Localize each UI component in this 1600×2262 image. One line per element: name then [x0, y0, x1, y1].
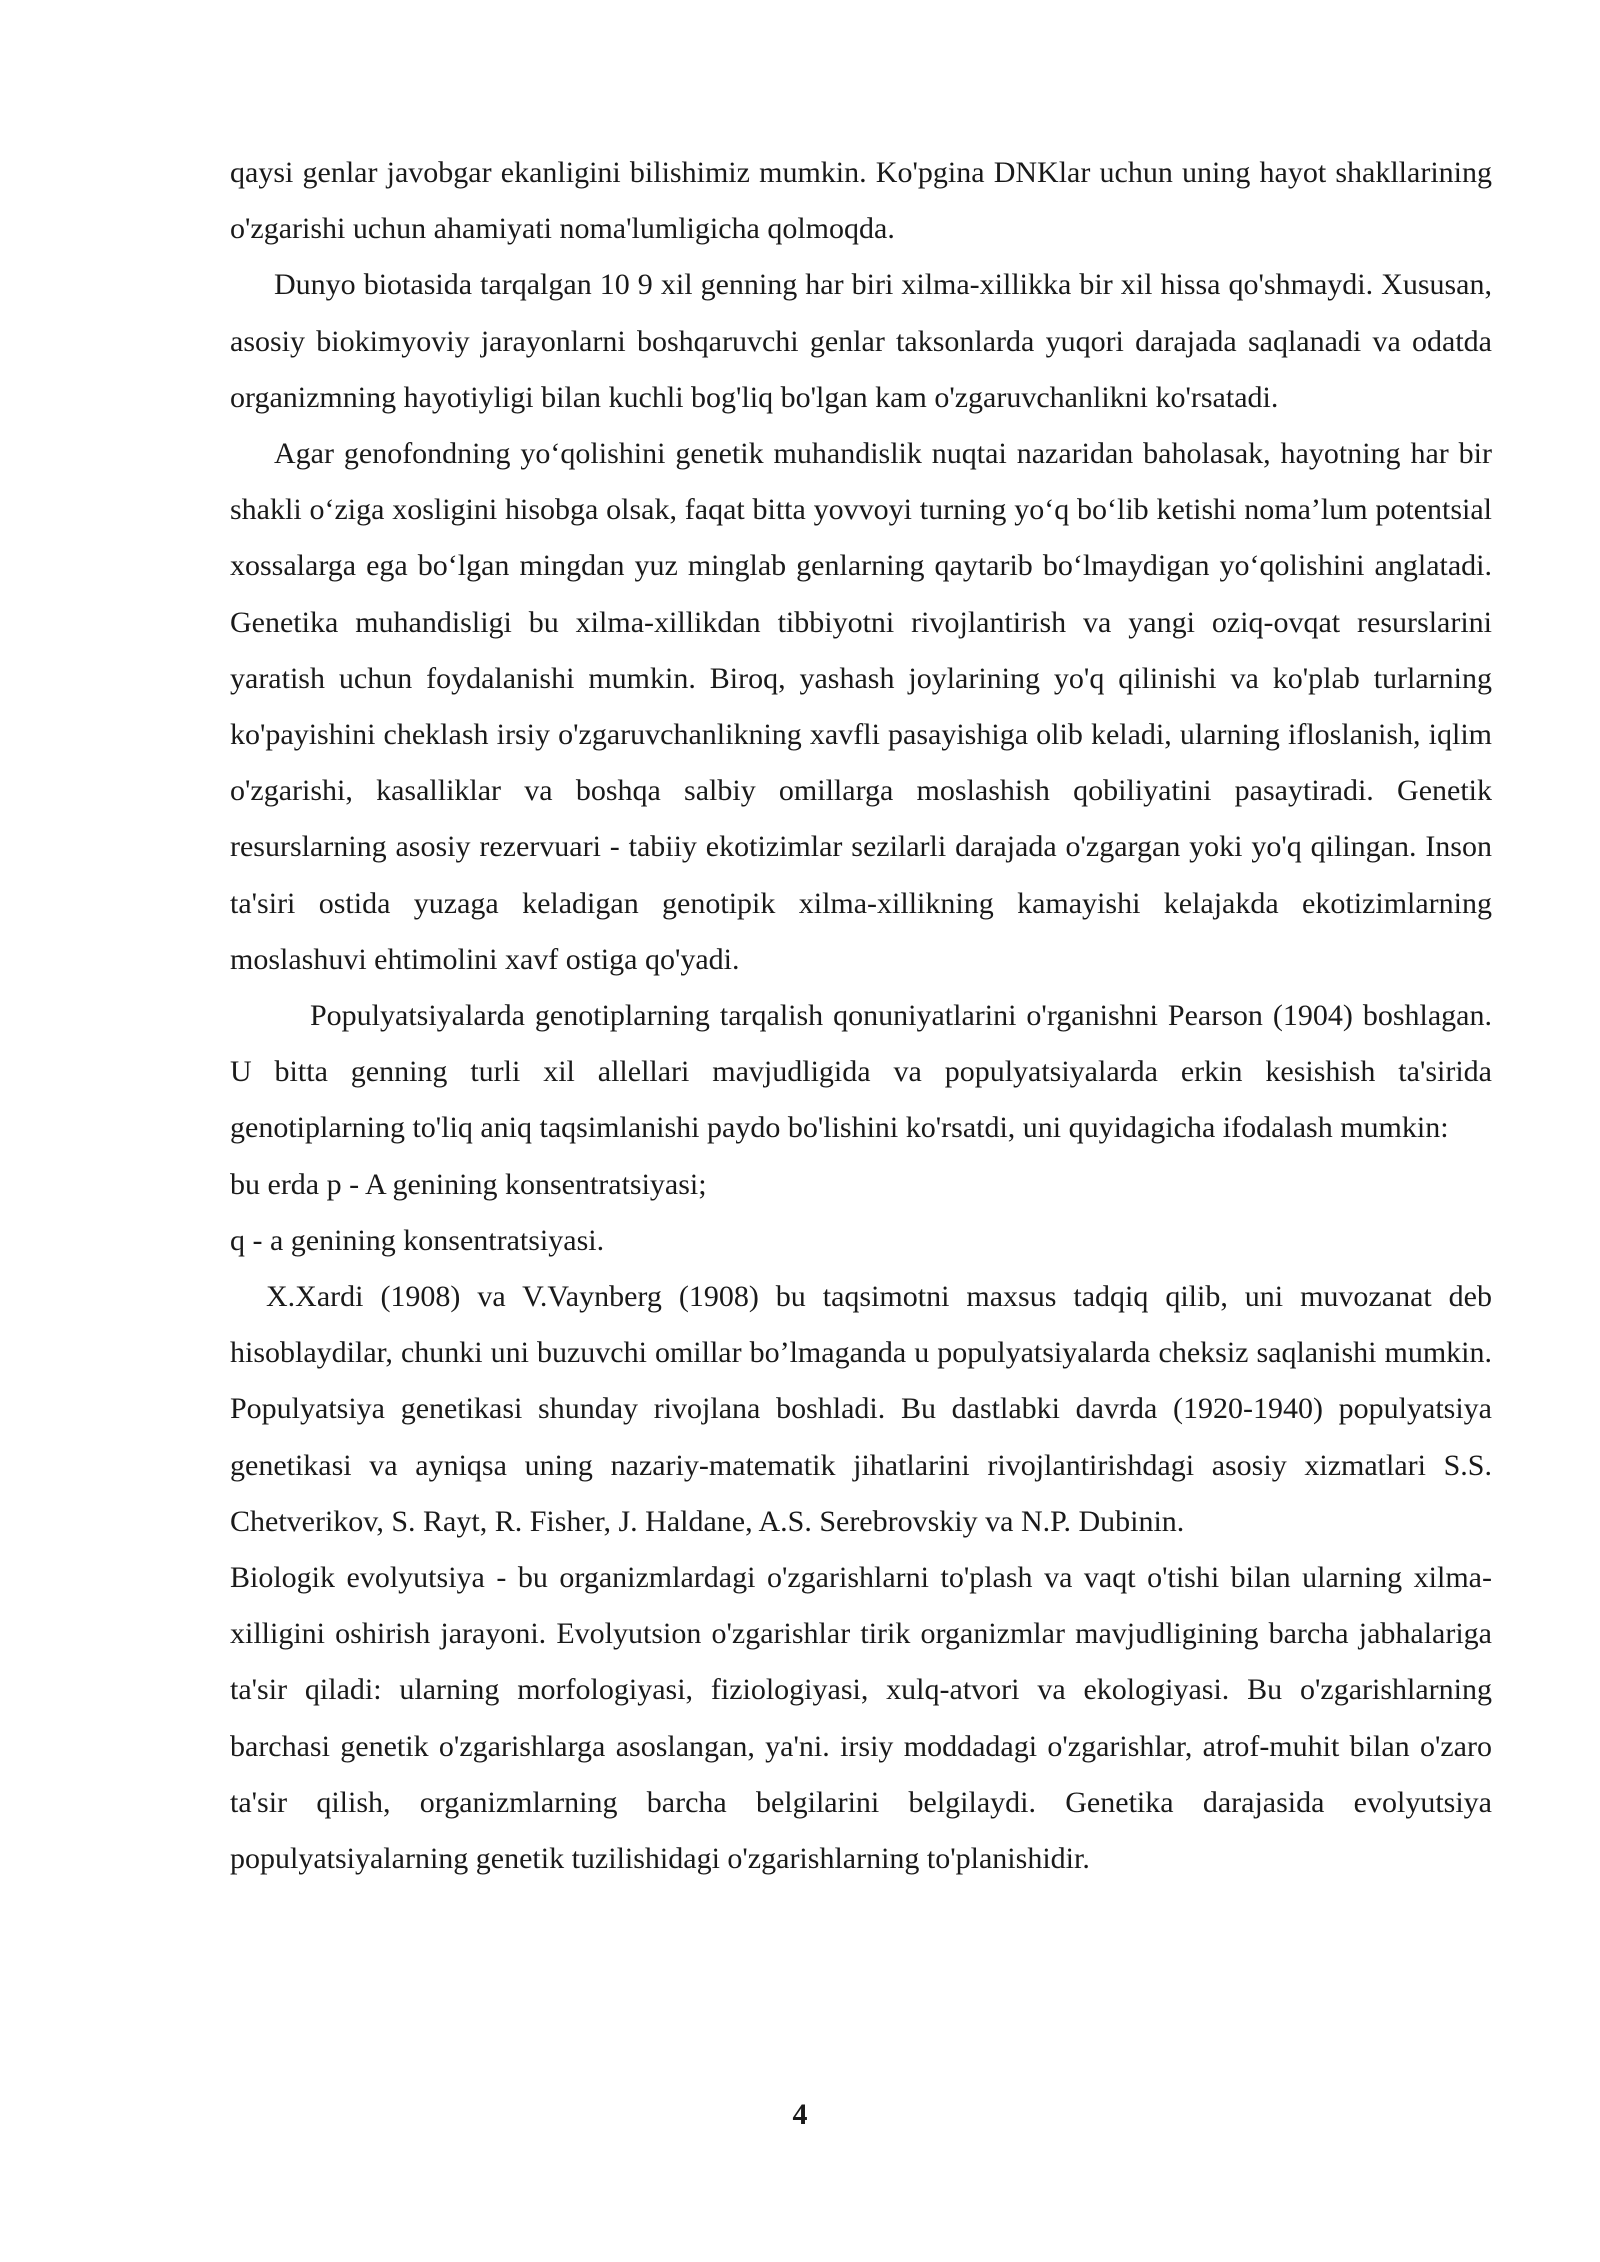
paragraph-biological-evolution: Biologik evolyutsiya - bu organizmlardagi o'zgarishlarni to'plash va vaqt o'tishi bilan ularning xilma-xilligini oshirish jarayoni. Evolyutsion o'zgarishlar tirik organizmlar mavjudligining barcha jabhalariga ta'sir qiladi: ularning morfologiyasi, fiziologiyasi, xulq-atvori va ekologiyasi. Bu o'zgarishlarning barchasi genetik o'zgarishlarga asoslangan, ya'ni. irsiy moddadagi o'zgarishlar, atrof-muhit bilan o'zaro ta'sir qilish, organizmlarning barcha belgilarini belgilaydi. Genetika darajasida evolyutsiya populyatsiyalarning genetik tuzilishidagi o'zgarishlarning to'planishidir.: [230, 1561, 1492, 1876]
paragraph-p-definition: bu erda p - A genining konsentratsiyasi;: [230, 1167, 707, 1201]
paragraph-q-definition: q - a genining konsentratsiyasi.: [230, 1223, 605, 1257]
paragraph-gene-diversity: Dunyo biotasida tarqalgan 10 9 xil genning har biri xilma-xillikka bir xil hissa qo'shmaydi. Xususan, asosiy biokimyoviy jarayonlarni boshqaruvchi genlar taksonlarda yuqori darajada saqlanadi va odatda organizmning hayotiyligi bilan kuchli bog'liq bo'lgan kam o'zgaruvchanlikni ko'rsatadi.: [230, 268, 1492, 414]
document-body: [230, 145, 1492, 1887]
page-number: 4: [792, 2098, 808, 2131]
paragraph-continuation: qaysi genlar javobgar ekanligini bilishimiz mumkin. Ko'pgina DNKlar uchun uning hayot shakllarining o'zgarishi uchun ahamiyati noma'lumligicha qolmoqda.: [230, 156, 1492, 246]
paragraph-pearson: Populyatsiyalarda genotiplarning tarqalish qonuniyatlarini o'rganishni Pearson (1904) boshlagan. U bitta genning turli xil allellari mavjudligida va populyatsiyalarda erkin kesishish ta'sirida genotiplarning to'liq aniq taqsimlanishi paydo bo'lishini ko'rsatdi, uni quyidagicha ifodalash mumkin:: [230, 999, 1492, 1145]
paragraph-hardy-weinberg: X.Xardi (1908) va V.Vaynberg (1908) bu taqsimotni maxsus tadqiq qilib, uni muvozanat deb hisoblaydilar, chunki uni buzuvchi omillar bo’lmaganda u populyatsiyalarda cheksiz saqlanishi mumkin. Populyatsiya genetikasi shunday rivojlana boshladi. Bu dastlabki davrda (1920-1940) populyatsiya genetikasi va ayniqsa uning nazariy-matematik jihatlarini rivojlantirishdagi asosiy xizmatlari S.S. Chetverikov, S. Rayt, R. Fisher, J. Haldane, A.S. Serebrovskiy va N.P. Dubinin.: [230, 1280, 1492, 1538]
paragraph-genofond-loss: Agar genofondning yo‘qolishini genetik muhandislik nuqtai nazaridan baholasak, hayotning har bir shakli o‘ziga xosligini hisobga olsak, faqat bitta yovvoyi turning yo‘q bo‘lib ketishi noma’lum potentsial xossalarga ega bo‘lgan mingdan yuz minglab genlarning qaytarib bo‘lmaydigan yo‘qolishini anglatadi. Genetika muhandisligi bu xilma-xillikdan tibbiyotni rivojlantirish va yangi oziq-ovqat resurslarini yaratish uchun foydalanishi mumkin. Biroq, yashash joylarining yo'q qilinishi va ko'plab turlarning ko'payishini cheklash irsiy o'zgaruvchanlikning xavfli pasayishiga olib keladi, ularning ifloslanish, iqlim o'zgarishi, kasalliklar va boshqa salbiy omillarga moslashish qobiliyatini pasaytiradi. Genetik resurslarning asosiy rezervuari - tabiiy ekotizimlar sezilarli darajada o'zgargan yoki yo'q qilingan. Inson ta'siri ostida yuzaga keladigan genotipik xilma-xillikning kamayishi kelajakda ekotizimlarning moslashuvi ehtimolini xavf ostiga qo'yadi.: [230, 437, 1492, 976]
